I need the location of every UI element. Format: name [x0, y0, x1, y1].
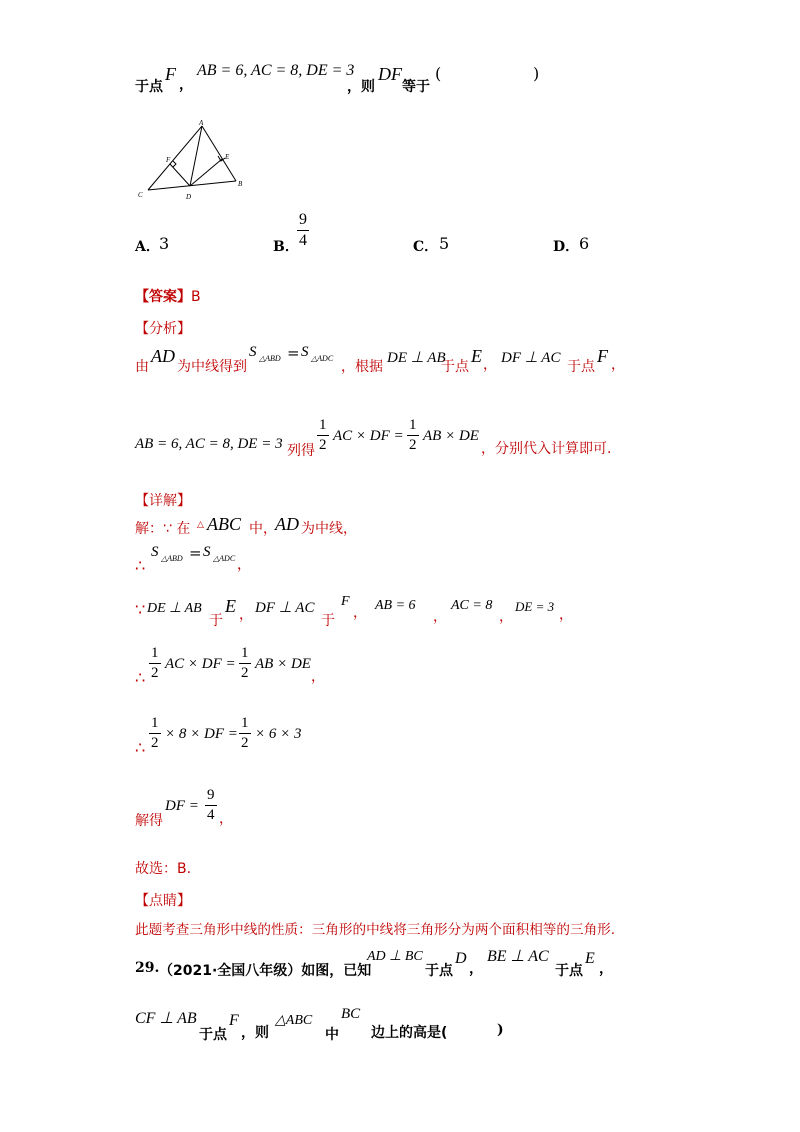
q29-yudian-e: 于点: [555, 963, 583, 979]
option-a-label: A．: [135, 239, 160, 255]
detail-l2-sub2: △ADC: [213, 554, 236, 563]
detail-l5-mid1: × 8 × DF =: [165, 726, 238, 742]
question-dengyu: 等于: [402, 79, 430, 95]
question-sep1: ，: [179, 77, 193, 93]
analysis-l2-liede: 列得: [287, 443, 315, 459]
segment-ca: [148, 126, 202, 190]
detail-l3-de-ab: DE ⊥ AB: [147, 601, 202, 616]
option-b-fraction: [297, 212, 309, 249]
q29-ze: ，则: [241, 1025, 269, 1041]
detail-line-4: [135, 644, 395, 692]
detail-line-2: [135, 542, 435, 576]
analysis-l1-f: F: [597, 346, 608, 366]
detail-l3-comma-1: ，: [239, 607, 253, 623]
option-d-value: 6: [579, 234, 590, 253]
analysis-l2-half-2-den: 2: [409, 437, 417, 453]
detail-l3-f: F: [341, 594, 350, 609]
detail-l4-half-1-num: 1: [149, 646, 161, 664]
detail-l6-fraction: [205, 788, 217, 823]
analysis-l1-eq: =: [287, 344, 300, 362]
comment-tag: 【点睛】: [135, 893, 191, 909]
q29-yudian-f: 于点: [199, 1027, 227, 1043]
therefore-symbol: ∴: [135, 738, 146, 757]
option-c-value: 5: [439, 234, 450, 253]
analysis-l2-half-2: [407, 418, 419, 453]
options-row: [135, 210, 635, 260]
question-yudian: 于点: [135, 79, 163, 95]
label-f: F: [166, 156, 171, 164]
q29-be-ac: BE ⊥ AC: [487, 948, 549, 965]
comment-text: 此题考查三角形中线的性质：三角形的中线将三角形分为两个面积相等的三角形.: [135, 922, 616, 938]
detail-l2-s1: S: [151, 544, 159, 560]
answer-value: B: [191, 289, 201, 305]
label-e: E: [225, 153, 230, 161]
q29-yudian-d: 于点: [425, 963, 453, 979]
detail-line-3: [135, 594, 595, 628]
q29-comma-2: ，: [599, 961, 613, 977]
detail-l5-half-2: [239, 716, 251, 751]
analysis-l2-half-1: [317, 418, 329, 453]
detail-l1-zhongxian: 为中线，: [301, 521, 357, 537]
segment-ab: [202, 126, 236, 181]
q29-triangle-abc: △ABC: [275, 1013, 313, 1028]
analysis-l2-half-1-den: 2: [319, 437, 327, 453]
detail-l2-end: ，: [237, 557, 251, 573]
detail-l4-end: ，: [311, 669, 325, 685]
detail-l5-half-1: [149, 716, 161, 751]
detail-l2-eq: =: [189, 544, 202, 562]
q29-f: F: [229, 1012, 239, 1029]
analysis-l1-df-ac: DF ⊥ AC: [501, 350, 561, 366]
q29-tail: 边上的高是(: [371, 1025, 448, 1041]
detail-l1-ad: AD: [275, 514, 299, 534]
analysis-l1-sub2: △ADC: [311, 354, 334, 363]
detail-l5-half-1-num: 1: [149, 716, 161, 734]
analysis-l2-mid2: AB × DE: [423, 428, 479, 444]
analysis-l1-comma: ，: [483, 357, 497, 373]
detail-l5-half-2-den: 2: [241, 735, 249, 751]
question-paren-close: ): [533, 64, 540, 83]
analysis-l2-given: AB = 6, AC = 8, DE = 3: [135, 436, 283, 452]
q29-cf-ab: CF ⊥ AB: [135, 1010, 197, 1027]
answer-line: [135, 286, 201, 306]
analysis-l2-half-1-num: 1: [317, 418, 329, 436]
detail-l4-mid2: AB × DE: [255, 656, 311, 672]
analysis-l1-s1: S: [249, 344, 257, 360]
therefore-symbol: ∴: [135, 668, 146, 687]
q29-e: E: [585, 950, 595, 967]
analysis-l1-yudian-e: 于点: [441, 359, 469, 375]
question-sep2: ，则: [347, 79, 375, 95]
detail-l4-half-2-num: 1: [239, 646, 251, 664]
analysis-line-1: [135, 342, 655, 375]
detail-l4-half-2-den: 2: [241, 665, 249, 681]
detail-l3-ac: AC = 8: [451, 598, 493, 613]
detail-l3-comma-3: ，: [433, 609, 447, 625]
analysis-l1-s2: S: [301, 344, 309, 360]
answer-tag: 【答案】: [135, 289, 191, 305]
detail-l3-yu-1: 于: [209, 613, 223, 629]
detail-l6-end: ，: [219, 811, 233, 827]
detail-l3-df-ac: DF ⊥ AC: [255, 600, 315, 616]
analysis-line-2: [135, 410, 655, 460]
analysis-l1-zhongxian: 为中线得到: [177, 359, 247, 375]
label-d: D: [186, 193, 192, 201]
detail-l1-abc: ABC: [207, 514, 241, 534]
segment-cb: [148, 181, 236, 190]
right-angle-f: [173, 161, 176, 167]
q29-ad-bc: AD ⊥ BC: [367, 949, 423, 964]
analysis-l2-end: ，分别代入计算即可.: [481, 441, 612, 457]
detail-l3-e: E: [225, 596, 236, 616]
analysis-l2-half-2-num: 1: [407, 418, 419, 436]
detail-l6-jiede: 解得: [135, 813, 163, 829]
detail-l6-df: DF =: [165, 798, 199, 814]
detail-choose: 故选：B.: [135, 861, 192, 877]
q29-paren-close: ): [497, 1022, 504, 1038]
option-a-value: 3: [159, 234, 170, 253]
detail-l5-half-1-den: 2: [151, 735, 159, 751]
detail-l3-comma-4: ，: [499, 609, 513, 625]
detail-l5-mid2: × 6 × 3: [255, 726, 302, 742]
detail-l5-half-2-num: 1: [239, 716, 251, 734]
analysis-tag: 【分析】: [135, 321, 191, 337]
detail-l4-half-2: [239, 646, 251, 681]
detail-l1-zhong: 中，: [249, 521, 277, 537]
q29-zhong: 中: [325, 1027, 339, 1043]
q29-number: 29.: [135, 960, 160, 976]
q29-line-1: [135, 946, 655, 980]
detail-l4-mid1: AC × DF =: [165, 656, 236, 672]
detail-l6-num: 9: [205, 788, 217, 806]
detail-l6-den: 4: [207, 807, 215, 823]
question-given: AB = 6, AC = 8, DE = 3: [197, 62, 355, 79]
option-c-label: C．: [413, 239, 439, 255]
detail-l3-ab: AB = 6: [375, 598, 416, 613]
detail-l2-sub1: △ABD: [161, 554, 183, 563]
detail-l1-triangle: △: [197, 520, 204, 530]
analysis-l1-yudian-f: 于点: [567, 359, 595, 375]
label-b: B: [238, 180, 243, 188]
therefore-symbol: ∴: [135, 556, 146, 575]
detail-line-6: [135, 784, 335, 834]
q29-source: （2021·全国八年级）如图，已知: [159, 963, 372, 979]
label-c: C: [138, 191, 143, 199]
option-b-label: B．: [273, 239, 299, 255]
option-b-denominator: 4: [299, 232, 307, 249]
analysis-l1-you: 由: [135, 359, 149, 375]
question-point-f: F: [165, 64, 176, 84]
option-b-numerator: 9: [297, 212, 309, 231]
option-d-label: D．: [553, 239, 580, 255]
analysis-l1-ad: AD: [151, 346, 175, 366]
triangle-figure: [130, 118, 260, 206]
detail-line-1: [135, 514, 535, 540]
q29-bc: BC: [341, 1006, 361, 1022]
analysis-l1-e: E: [471, 346, 482, 366]
q29-comma-1: ，: [469, 961, 483, 977]
segment-df: [170, 164, 190, 186]
detail-l3-comma-2: ，: [353, 605, 367, 621]
analysis-l1-end: ，: [611, 357, 625, 373]
detail-l4-half-1: [149, 646, 161, 681]
detail-l1-jie: 解：∵ 在: [135, 521, 191, 537]
q29-d: D: [455, 950, 467, 967]
label-a: A: [199, 119, 204, 127]
detail-l3-de: DE = 3: [515, 599, 555, 614]
detail-line-5: [135, 714, 395, 762]
analysis-l1-genju: ，根据: [341, 359, 383, 375]
analysis-l1-sub1: △ABD: [259, 354, 281, 363]
detail-l3-yu-2: 于: [321, 613, 335, 629]
question-paren-open: (: [435, 64, 442, 83]
because-symbol: ∵: [135, 600, 146, 619]
detail-tag: 【详解】: [135, 493, 191, 509]
detail-l4-half-1-den: 2: [151, 665, 159, 681]
q29-line-2: [135, 1004, 555, 1044]
detail-l2-s2: S: [203, 544, 211, 560]
question-target-df: DF: [378, 64, 402, 84]
analysis-l1-de-ab: DE ⊥ AB: [387, 350, 446, 366]
analysis-l2-mid1: AC × DF =: [333, 428, 404, 444]
detail-l3-comma-5: ，: [559, 607, 573, 623]
